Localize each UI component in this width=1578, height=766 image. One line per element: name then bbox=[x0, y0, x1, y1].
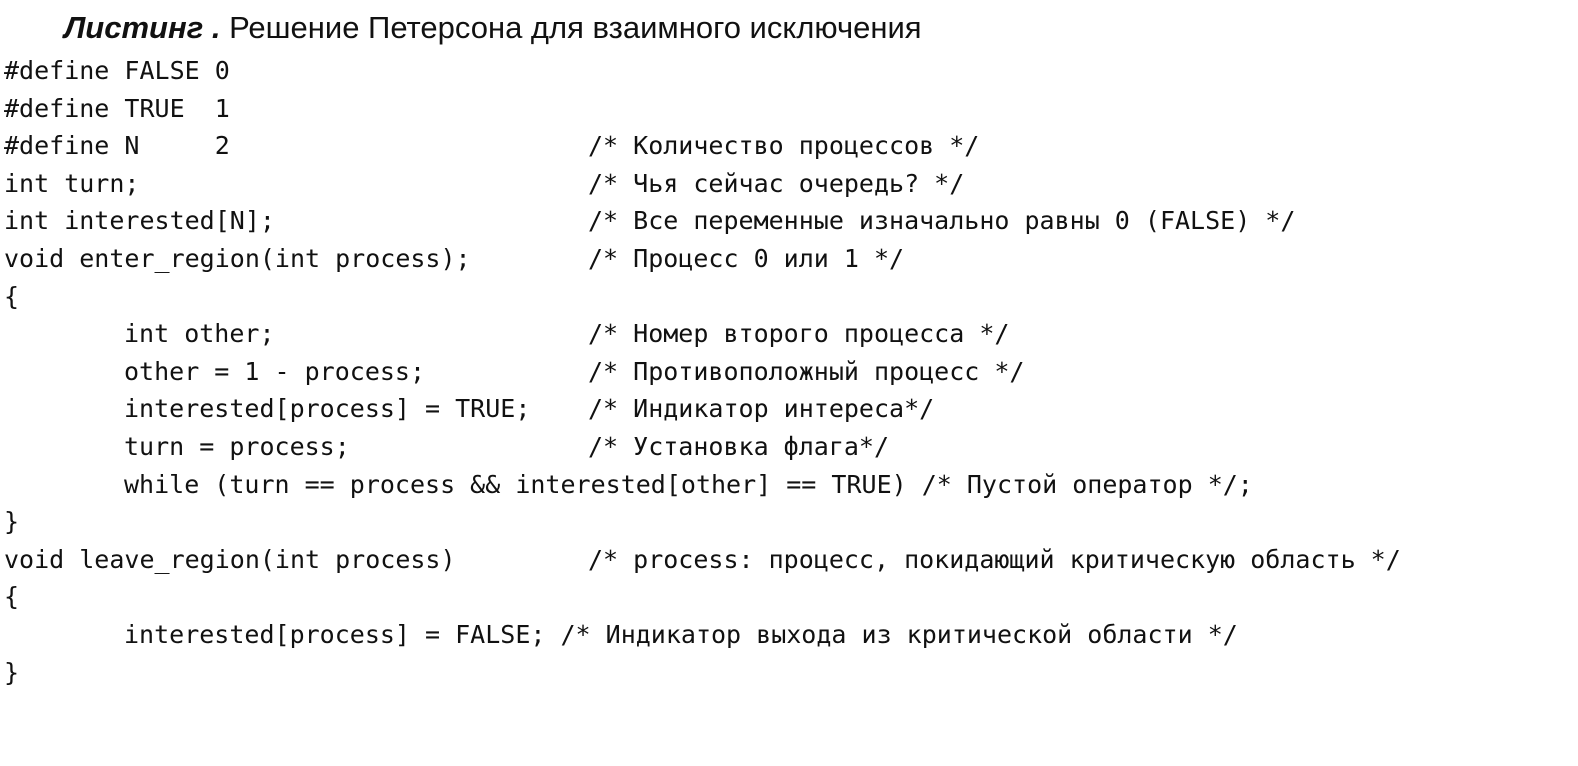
code-comment: /* Количество процессов */ bbox=[588, 131, 980, 161]
code-line bbox=[4, 654, 1564, 692]
code-line bbox=[4, 90, 1564, 128]
code-line bbox=[4, 428, 1564, 466]
code-text: void leave_region(int process) bbox=[4, 544, 456, 574]
code-line bbox=[4, 127, 1564, 165]
code-comment: /* Индикатор интереса*/ bbox=[588, 394, 935, 424]
code-text: } bbox=[4, 657, 20, 687]
listing-caption: Решение Петерсона для взаимного исключения bbox=[229, 10, 922, 45]
code-line bbox=[4, 503, 1564, 541]
code-text: #define FALSE 0 bbox=[4, 56, 230, 85]
code-text: { bbox=[4, 582, 20, 612]
code-text: { bbox=[4, 281, 20, 311]
code-text: } bbox=[4, 507, 20, 537]
listing-label: Листинг . bbox=[64, 10, 221, 45]
code-text: int turn; bbox=[4, 168, 140, 198]
code-comment: /* Установка флага*/ bbox=[588, 431, 890, 461]
listing-title bbox=[64, 6, 922, 50]
code-text: void enter_region(int process); bbox=[4, 243, 471, 273]
code-line bbox=[4, 466, 1564, 504]
code-text: while (turn == process && interested[other] == TRUE) /* Пустой оператор */; bbox=[124, 469, 1253, 499]
code-line bbox=[4, 541, 1564, 579]
code-comment: /* Все переменные изначально равны 0 (FALSE) */ bbox=[588, 206, 1296, 236]
code-line bbox=[4, 202, 1564, 240]
code-comment: /* Чья сейчас очередь? */ bbox=[588, 168, 965, 198]
code-text: turn = process; bbox=[124, 431, 350, 461]
code-text: int interested[N]; bbox=[4, 206, 275, 236]
code-line bbox=[4, 52, 1564, 90]
code-line bbox=[4, 240, 1564, 278]
code-text: #define N 2 bbox=[4, 131, 230, 161]
code-line bbox=[4, 578, 1564, 616]
code-text: other = 1 - process; bbox=[124, 356, 426, 386]
code-block bbox=[4, 52, 1564, 691]
code-comment: /* Процесс 0 или 1 */ bbox=[588, 243, 905, 273]
code-text: #define TRUE 1 bbox=[4, 93, 230, 123]
code-text: interested[process] = TRUE; bbox=[124, 394, 531, 424]
code-comment: /* process: процесс, покидающий критическую область */ bbox=[588, 544, 1401, 574]
code-text: int other; bbox=[124, 319, 275, 349]
code-line bbox=[4, 165, 1564, 203]
code-line bbox=[4, 616, 1564, 654]
code-comment: /* Номер второго процесса */ bbox=[588, 319, 1010, 349]
code-line bbox=[4, 390, 1564, 428]
code-line bbox=[4, 315, 1564, 353]
code-text: interested[process] = FALSE; /* Индикатор выхода из критической области */ bbox=[124, 619, 1238, 649]
code-comment: /* Противоположный процесс */ bbox=[588, 356, 1025, 386]
code-line bbox=[4, 353, 1564, 391]
code-line bbox=[4, 278, 1564, 316]
